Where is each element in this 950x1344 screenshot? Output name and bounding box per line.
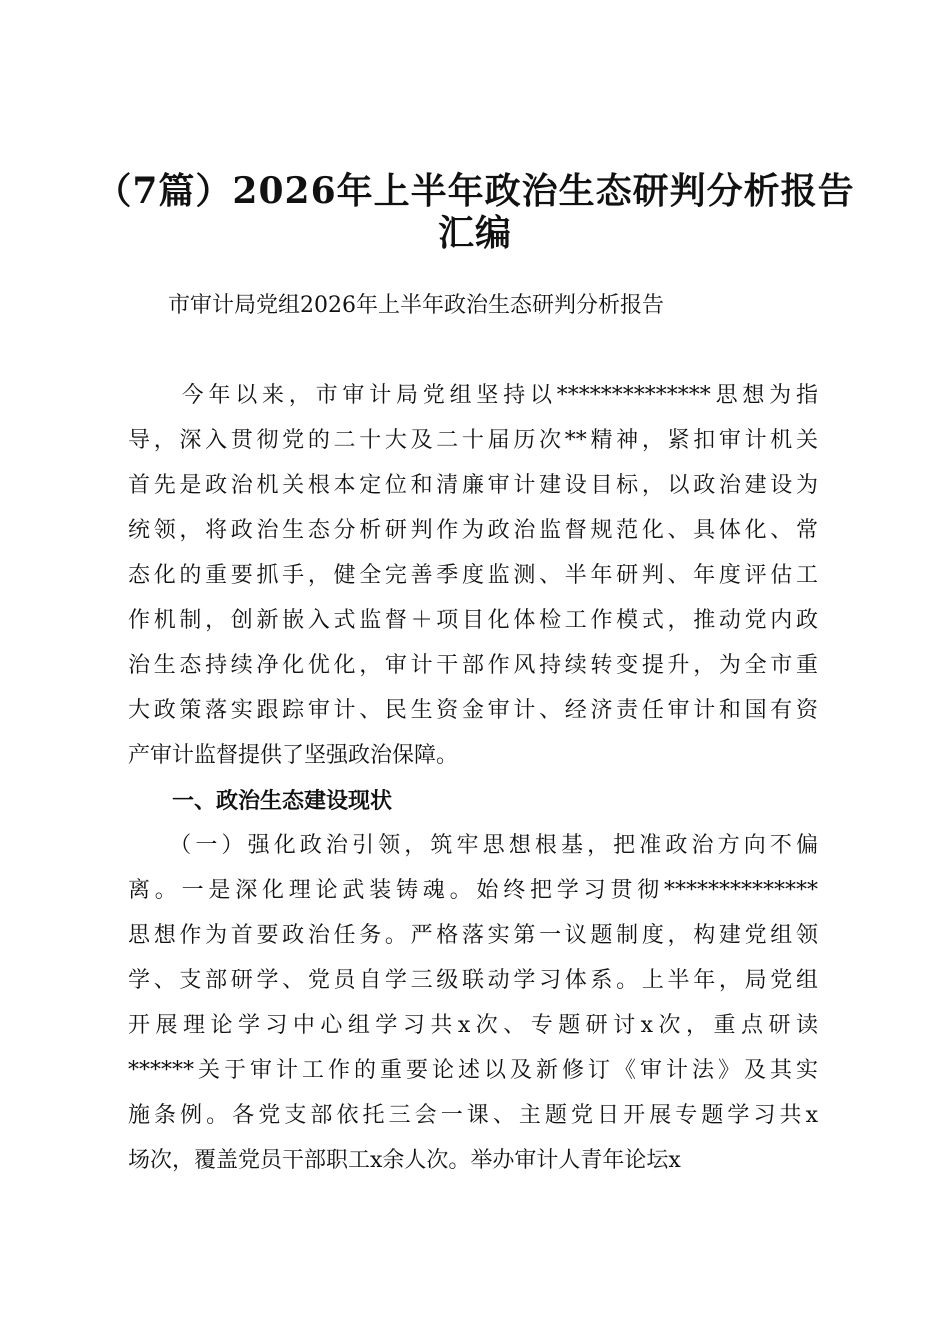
body-line: 态化的重要抓手，健全完善季度监测、半年研判、年度评估工 <box>128 563 818 588</box>
body-line: 治生态持续净化优化，审计干部作风持续转变提升，为全市重 <box>128 653 818 678</box>
body-line: 开展理论学习中心组学习共x次、专题研讨x次，重点研读 <box>128 1013 818 1038</box>
section-heading: 一、政治生态建设现状 <box>128 788 393 814</box>
body-line: ******关于审计工作的重要论述以及新修订《审计法》及其实 <box>128 1058 818 1083</box>
body-line: 产审计监督提供了坚强政治保障。 <box>128 743 459 768</box>
body-line: 首先是政治机关根本定位和清廉审计建设目标，以政治建设为 <box>128 473 818 498</box>
body-line: 统领，将政治生态分析研判作为政治监督规范化、具体化、常 <box>128 518 818 543</box>
body-line: 今年以来，市审计局党组坚持以**************思想为指 <box>128 383 818 408</box>
body-line: 思想作为首要政治任务。严格落实第一议题制度，构建党组领 <box>128 923 818 948</box>
body-line: 离。一是深化理论武装铸魂。始终把学习贯彻************** <box>128 878 818 903</box>
body-line: 作机制，创新嵌入式监督＋项目化体检工作模式，推动党内政 <box>128 608 818 633</box>
body-line: 大政策落实跟踪审计、民生资金审计、经济责任审计和国有资 <box>128 698 818 723</box>
document-title-line-1: （7篇）2026年上半年政治生态研判分析报告 <box>95 170 855 212</box>
document-subtitle: 市审计局党组2026年上半年政治生态研判分析报告 <box>168 293 664 318</box>
body-line: 施条例。各党支部依托三会一课、主题党日开展专题学习共x <box>128 1103 818 1128</box>
body-line: 场次，覆盖党员干部职工x余人次。举办审计人青年论坛x <box>128 1148 681 1173</box>
document-title-line-2: 汇编 <box>437 212 512 254</box>
body-line: 导，深入贯彻党的二十大及二十届历次**精神，紧扣审计机关 <box>128 428 818 453</box>
body-line: （一）强化政治引领，筑牢思想根基，把准政治方向不偏 <box>128 833 818 858</box>
body-line: 学、支部研学、党员自学三级联动学习体系。上半年，局党组 <box>128 968 818 993</box>
